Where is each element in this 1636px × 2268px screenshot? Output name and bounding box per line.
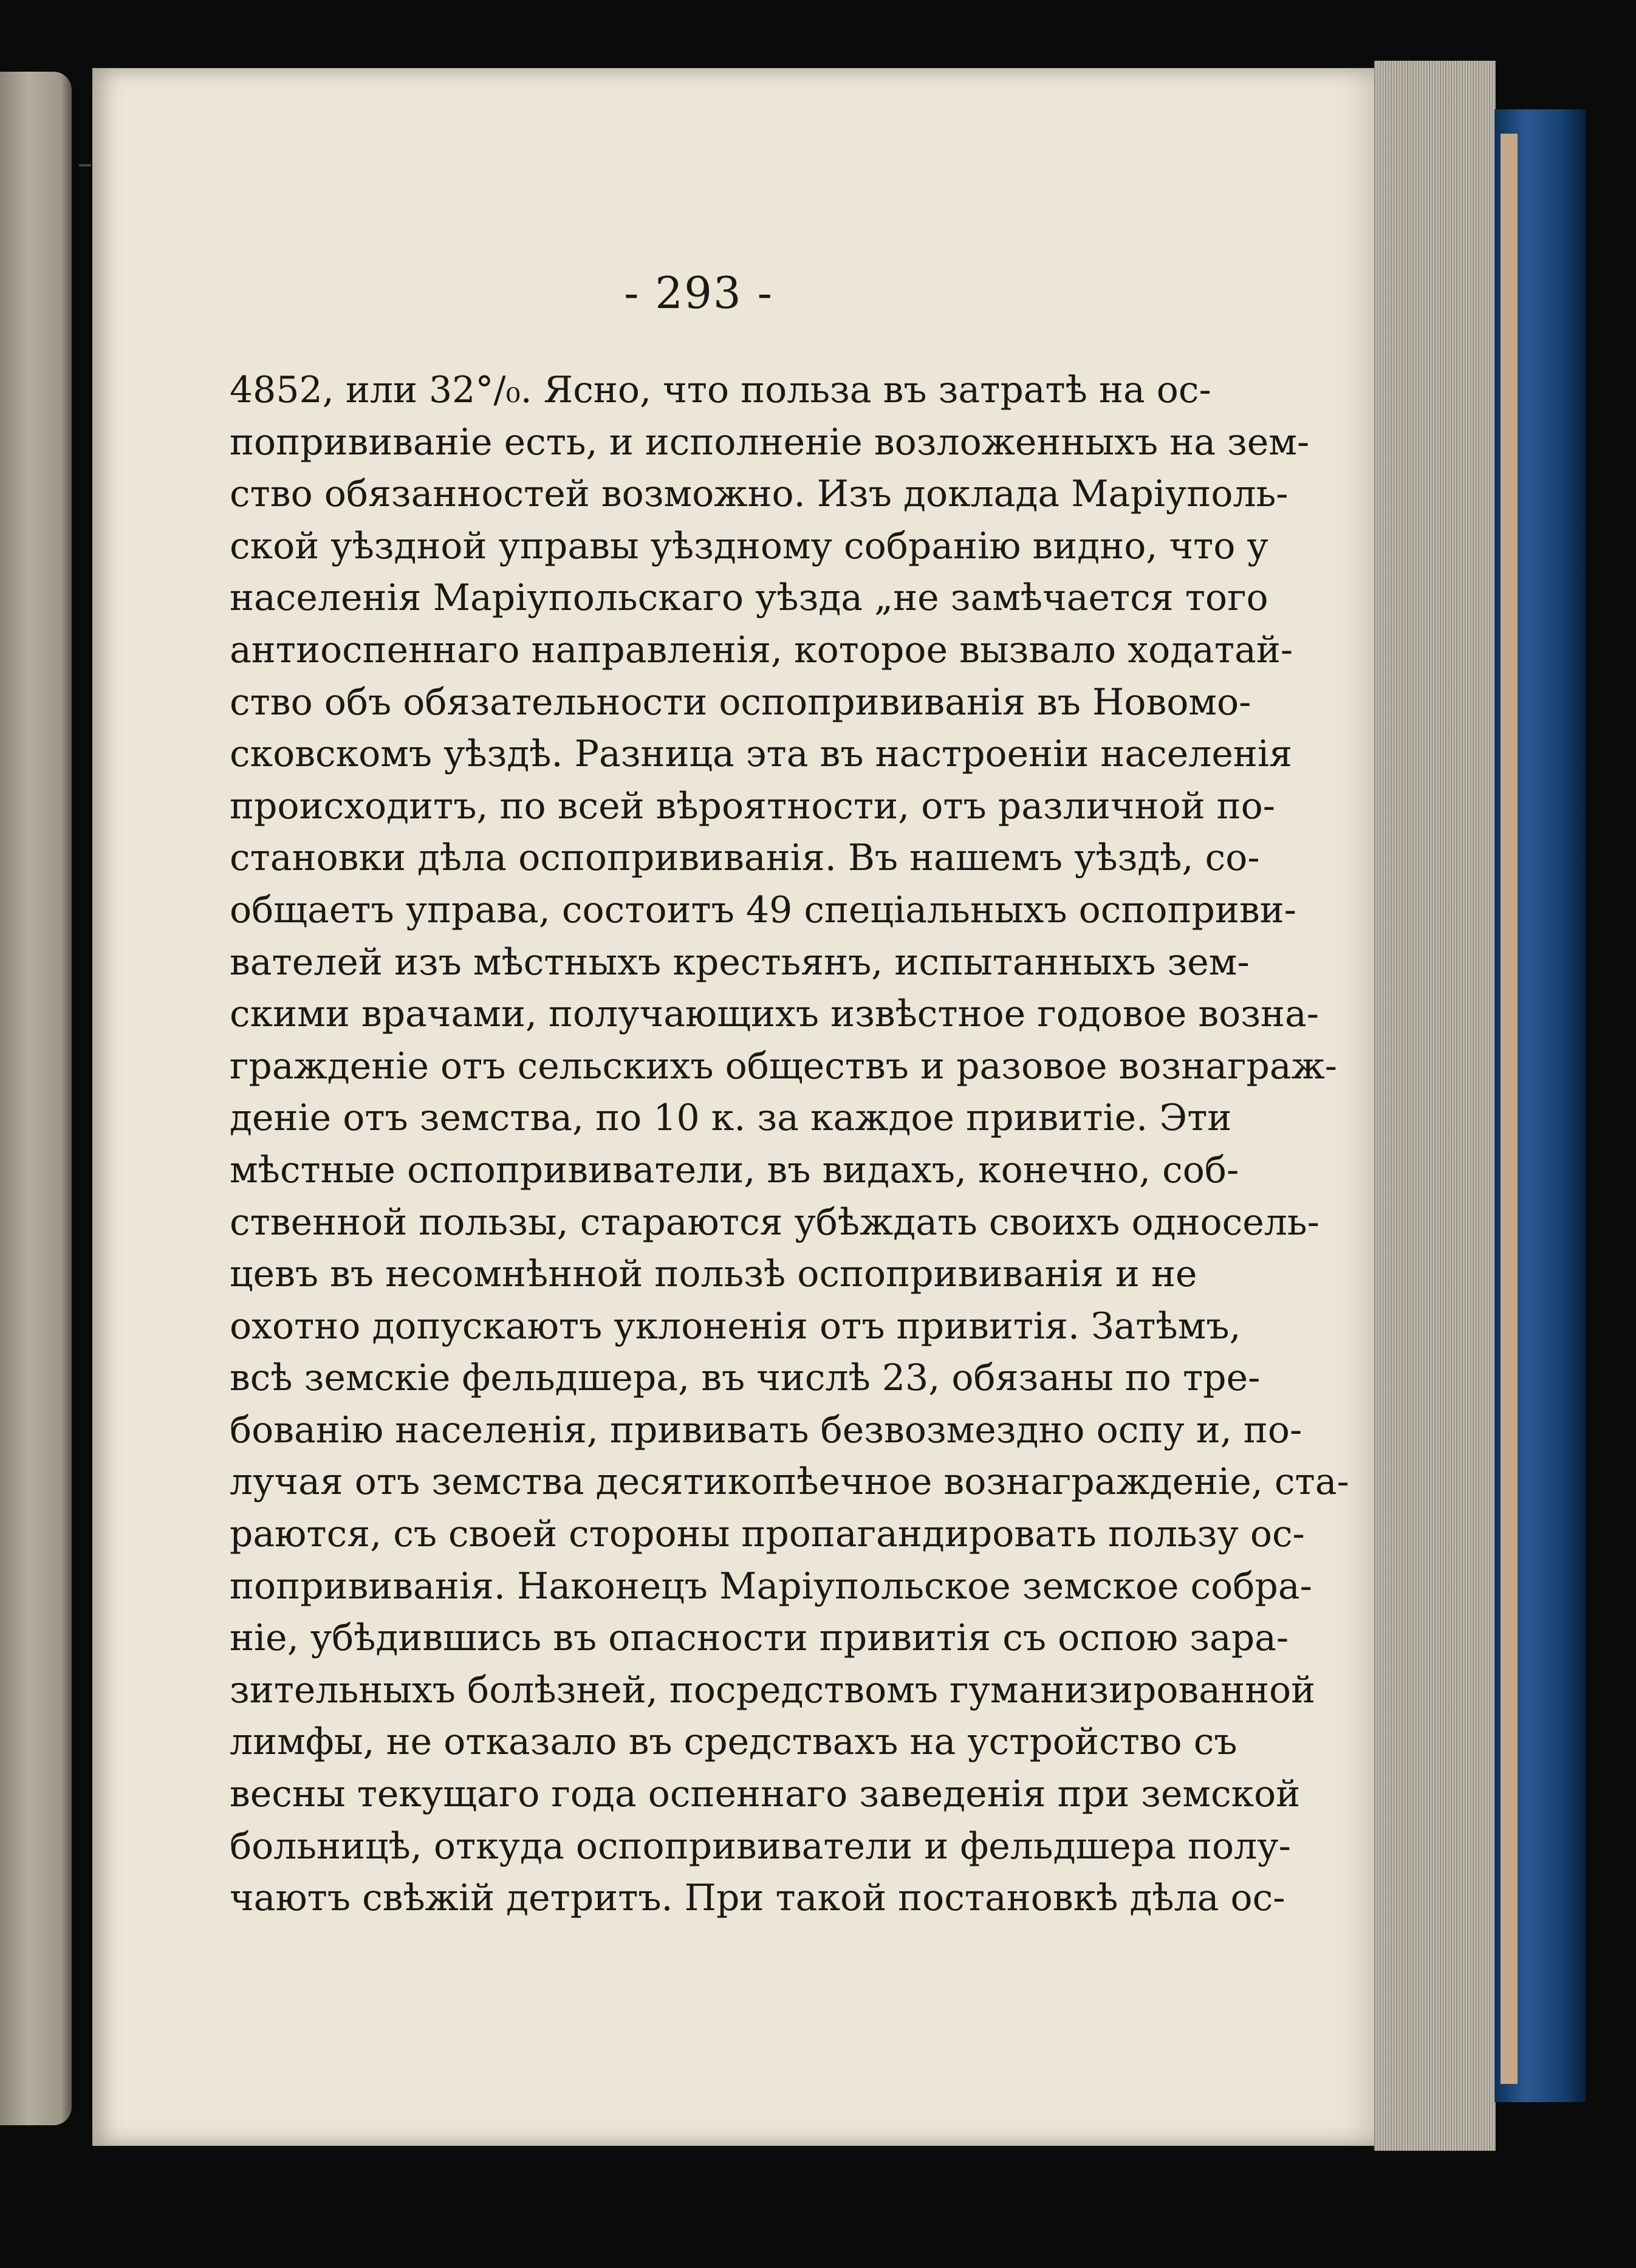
text-line: лучая отъ земства десятикопѣечное вознагражденіе, ста- (230, 1461, 1349, 1504)
text-line: ство обязанностей возможно. Изъ доклада Маріуполь- (230, 473, 1289, 516)
body-text (230, 365, 1349, 1925)
text-line: раются, съ своей стороны пропагандировать пользу ос- (230, 1513, 1305, 1556)
text-line: ніе, убѣдившись въ опасности привитія съ оспою зара- (230, 1617, 1289, 1660)
text-line: вателей изъ мѣстныхъ крестьянъ, испытанныхъ зем- (230, 940, 1250, 984)
text-line: зительныхъ болѣзней, посредствомъ гуманизированной (230, 1668, 1316, 1711)
text-line: населенія Маріупольскаго уѣзда „не замѣчается того (230, 577, 1268, 620)
text-line: скими врачами, получающихъ извѣстное годовое возна- (230, 993, 1319, 1036)
text-line: мѣстные оспопрививатели, въ видахъ, конечно, соб- (230, 1148, 1239, 1191)
text-line: бованію населенія, прививать безвозмездно оспу и, по- (230, 1408, 1302, 1451)
text-line: деніе отъ земства, по 10 к. за каждое привитіе. Эти (230, 1097, 1232, 1140)
text-line: 4852, или 32°/₀. Ясно, что польза въ затратѣ на ос- (230, 369, 1211, 411)
margin-mark (79, 164, 91, 166)
text-line: цевъ въ несомнѣнной пользѣ оспопрививанія и не (230, 1253, 1197, 1296)
text-line: ственной пользы, стараются убѣждать своихъ односель- (230, 1201, 1319, 1244)
text-line: сковскомъ уѣздѣ. Разница эта въ настроеніи населенія (230, 733, 1292, 776)
text-line: становки дѣла оспопрививанія. Въ нашемъ уѣздѣ, со- (230, 837, 1260, 880)
text-line: антиоспеннаго направленія, которое вызвало ходатай- (230, 628, 1293, 671)
text-line: всѣ земскіе фельдшера, въ числѣ 23, обязаны по тре- (230, 1357, 1261, 1400)
text-line: общаетъ управа, состоитъ 49 спеціальныхъ оспоприви- (230, 888, 1296, 931)
cover-inner-edge (1501, 134, 1518, 2084)
left-page-edge (0, 72, 72, 2125)
text-line: ство объ обязательности оспопрививанія въ Новомо- (230, 680, 1251, 724)
text-line: больницѣ, откуда оспопрививатели и фельдшера полу- (230, 1824, 1291, 1868)
text-line: попрививаніе есть, и исполненіе возложенныхъ на зем- (230, 420, 1310, 464)
text-line: охотно допускаютъ уклоненія отъ привитія. Затѣмъ, (230, 1304, 1241, 1348)
text-line: чаютъ свѣжій детритъ. При такой постановкѣ дѣла ос- (230, 1877, 1285, 1920)
text-line: весны текущаго года оспеннаго заведенія при земской (230, 1773, 1301, 1816)
page-number: - 293 - (624, 267, 773, 318)
text-line: ской уѣздной управы уѣздному собранію видно, что у (230, 524, 1268, 567)
page-edges (1374, 61, 1496, 2151)
text-line: попрививанія. Наконецъ Маріупольское земское собра- (230, 1564, 1312, 1608)
text-line: гражденіе отъ сельскихъ обществъ и разовое вознаграж- (230, 1044, 1338, 1088)
text-line: происходитъ, по всей вѣроятности, отъ различной по- (230, 784, 1276, 827)
text-line: лимфы, не отказало въ средствахъ на устройство съ (230, 1721, 1237, 1764)
